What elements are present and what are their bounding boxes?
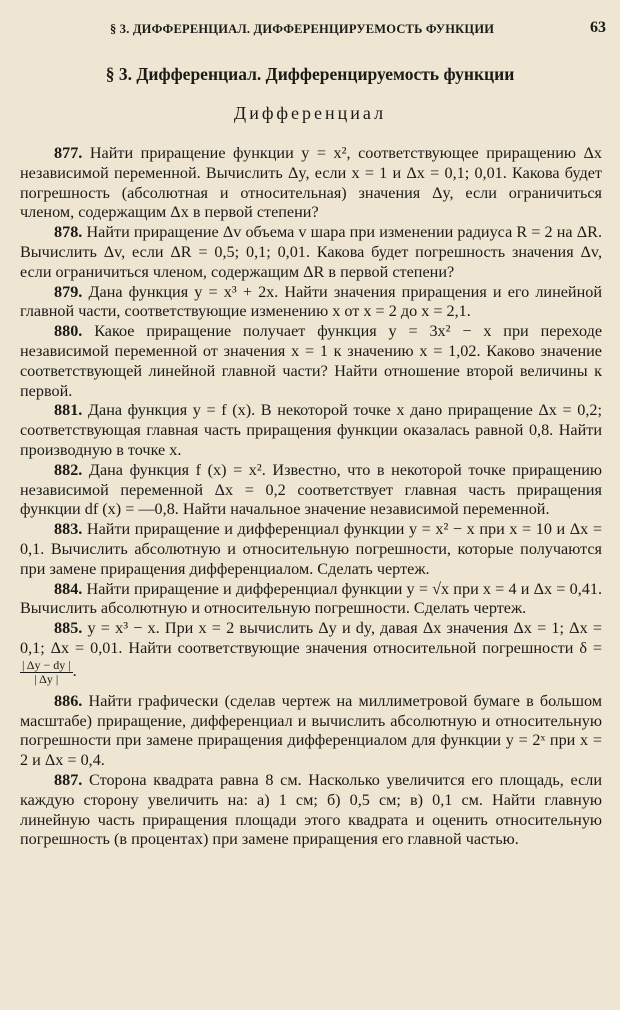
problem-text: Найти приращение и дифференциал функции y = x² − x при x = 10 и Δx = 0,1. Вычислить абсолютную и относительную погрешности, которые получаются при замене приращения дифференциалом. Сделать чертеж. — [20, 520, 602, 578]
problem-number: 886. — [54, 691, 83, 710]
problem-text: Дана функция y = x³ + 2x. Найти значения приращения и его линейной главной части, соответствующие изменению x от x = 2 до x = 2,1. — [20, 282, 603, 321]
problem-884 — [20, 580, 602, 620]
problem-879 — [20, 283, 602, 323]
page-number: 63 — [590, 19, 606, 36]
problem-883 — [20, 520, 602, 579]
problem-number: 878. — [54, 223, 83, 242]
problem-text-tail: . — [72, 661, 77, 680]
problem-886 — [20, 692, 602, 771]
problem-881 — [20, 401, 602, 460]
section-title: § 3. Дифференциал. Дифференцируемость функции — [105, 64, 515, 84]
problem-number: 881. — [54, 401, 83, 420]
problem-number: 884. — [54, 579, 83, 598]
problem-882 — [20, 461, 602, 520]
problem-list — [20, 144, 602, 850]
problem-887 — [20, 771, 602, 850]
fraction-denominator: | Δy | — [34, 671, 59, 686]
problem-number: 882. — [54, 460, 83, 479]
problem-text: y = x³ − x. При x = 2 вычислить Δy и dy, давая Δx значения Δx = 1; Δx = 0,1; Δx = 0,01. Найти соответствующие значения относительной погрешности δ = — [20, 619, 602, 657]
problem-877 — [20, 144, 602, 223]
problem-text: Сторона квадрата равна 8 см. Насколько увеличится его площадь, если каждую сторону увеличить на: а) 1 см; б) 0,5 см; в) 0,1 см. Найти главную линейную часть приращения площади этого квадрата и оценить относительную погрешность (в процентах) при замене приращения его главной частью. — [20, 770, 602, 849]
problem-text: Дана функция f (x) = x². Известно, что в некоторой точке приращению независимой переменной Δx = 0,2 соответствует главная часть приращения функции df (x) = —0,8. Найти начальное значение независимой переменной. — [20, 460, 602, 519]
problem-number: 887. — [54, 770, 83, 789]
problem-880 — [20, 322, 602, 401]
problem-text: Дана функция y = f (x). В некоторой точке x дано приращение Δx = 0,2; соответствующая главная часть приращения функции оказалась равной 0,8. Найти производную в точке x. — [20, 401, 603, 459]
running-header — [20, 19, 606, 42]
problem-885 — [20, 619, 602, 686]
relative-error-fraction — [20, 659, 73, 686]
problem-text: Найти приращение и дифференциал функции y = √x при x = 4 и Δx = 0,41. Вычислить абсолютную и относительную погрешности. Сделать чертеж. — [20, 579, 602, 618]
subsection-title: Дифференциал — [233, 103, 387, 123]
problem-number: 877. — [54, 144, 83, 162]
problem-number: 885. — [54, 619, 83, 638]
running-title: § 3. ДИФФЕРЕНЦИАЛ. ДИФФЕРЕНЦИРУЕМОСТЬ ФУНКЦИИ — [110, 22, 495, 36]
problem-text: Найти приращение Δv объема v шара при изменении радиуса R = 2 на ΔR. Вычислить Δv, если ΔR = 0,5; 0,1; 0,01. Какова будет погрешность значения Δv, если ограничиться членом, содержащим ΔR в первой степени? — [20, 223, 602, 281]
problem-number: 879. — [54, 282, 83, 301]
problem-text: Найти графически (сделав чертеж на миллиметровой бумаге в большом масштабе) приращение, дифференциал и вычислить абсолютную и относительную погрешности при замене приращения дифференциалом для функции y = 2ˣ при x = 2 и Δx = 0,4. — [20, 691, 603, 770]
problem-text: Найти приращение функции y = x², соответствующее приращению Δx независимой переменной. Вычислить Δy, если x = 1 и Δx = 0,1; 0,01. Какова будет погрешность (абсолютная и относительная) значения Δy, если ограничиться членом, содержащим Δx в первой степени? — [20, 144, 603, 222]
fraction-numerator: | Δy − dy | — [22, 657, 71, 672]
problem-number: 880. — [54, 322, 83, 341]
problem-number: 883. — [54, 520, 83, 539]
problem-878 — [20, 223, 602, 282]
problem-text: Какое приращение получает функция y = 3x² − x при переходе независимой переменной от значения x = 1 к значению x = 1,02. Каково значение соответствующей линейной главной части? Найти отношение второй величины к первой. — [20, 322, 603, 400]
